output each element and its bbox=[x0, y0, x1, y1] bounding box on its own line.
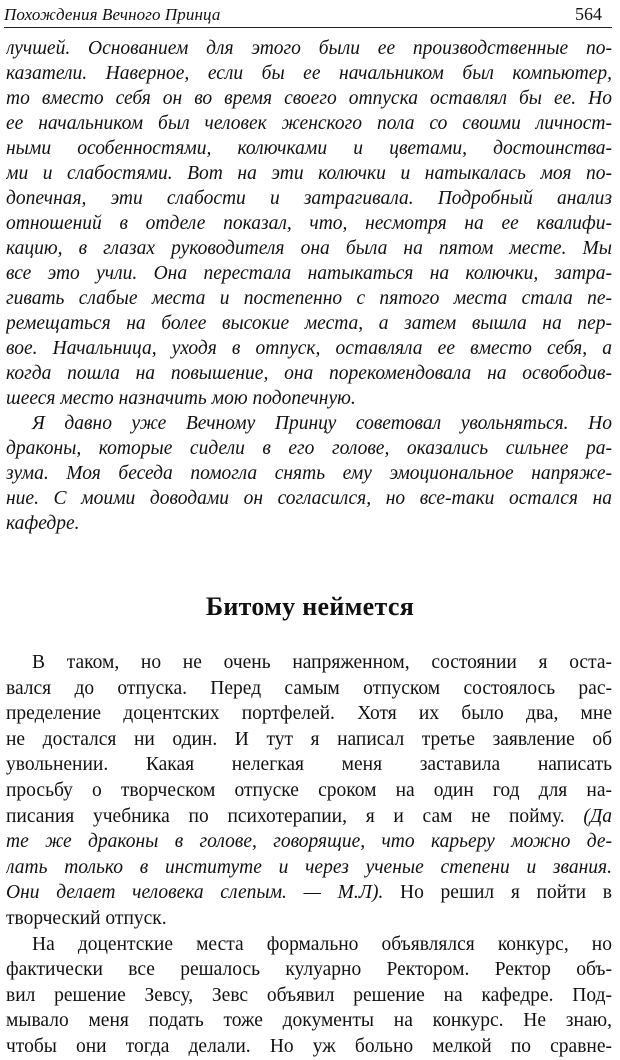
text-line: ми и слабостями. Вот на эти колючки и натыкалась моя по- bbox=[6, 163, 612, 184]
text-line: вил решение Зевсу, Зевс объявил решение на кафедре. Под- bbox=[6, 984, 612, 1006]
text-segment: писания учебника по психотерапии, я и сам не пойму. bbox=[6, 805, 584, 827]
text-line: зума. Моя беседа помогла снять ему эмоциональное напряже- bbox=[6, 463, 612, 484]
text-line: кафедре. bbox=[6, 513, 80, 534]
page-number: 564 bbox=[575, 4, 602, 24]
text-line: просьбу о творческом отпуске сроком на один год для на- bbox=[6, 779, 612, 801]
italic-passage bbox=[6, 36, 612, 536]
text-segment: Но решил я пойти в bbox=[383, 882, 612, 904]
text-line: вался до отпуска. Перед самым отпуском состоялось рас- bbox=[6, 677, 612, 699]
text-line: шееся место назначить мою подопечную. bbox=[6, 388, 356, 409]
text-line bbox=[6, 804, 612, 830]
text-line: чтобы они тогда делали. Но уж больно мелкой по сравне- bbox=[6, 1035, 612, 1057]
text-line: лучшей. Основанием для этого были ее производственные по- bbox=[6, 38, 612, 59]
text-line: ремещаться на более высокие места, а затем вышла на пер- bbox=[6, 313, 612, 334]
italic-segment: Они делает человека слепым. — М.Л). bbox=[6, 882, 384, 904]
text-line: допечная, эти слабости и затрагивала. Подробный анализ bbox=[6, 188, 612, 209]
text-line: все это учли. Она перестала натыкаться на колючки, затра- bbox=[6, 263, 612, 284]
text-line: На доцентские места формально объявлялся конкурс, но bbox=[32, 933, 612, 955]
text-line: отношений в отделе показал, что, несмотря на ее квалифи- bbox=[6, 213, 612, 234]
section-heading: Битому неймется bbox=[205, 592, 415, 621]
text-line: кацию, в глазах руководителя она была на пятом месте. Мы bbox=[6, 238, 612, 259]
text-line: лать только в институте и через ученые степени и звания. bbox=[6, 856, 612, 878]
text-line: увольнении. Какая нелегкая меня заставила написать bbox=[6, 754, 612, 776]
text-line: пределение доцентских портфелей. Хотя их было два, мне bbox=[6, 703, 612, 725]
page-header bbox=[4, 0, 612, 28]
italic-segment: (Да bbox=[583, 805, 612, 827]
text-line: не достался ни один. И тут я написал третье заявление об bbox=[6, 728, 612, 750]
text-line: вое. Начальница, уходя в отпуск, оставляла ее вместо себя, а bbox=[6, 338, 612, 359]
text-line: казатели. Наверное, если бы ее начальником был компьютер, bbox=[6, 63, 612, 84]
text-line bbox=[6, 880, 612, 906]
text-line: те же драконы в голове, говорящие, что карьеру можно де- bbox=[6, 831, 612, 853]
text-line: когда пошла на повышение, она порекомендовала на освободив- bbox=[6, 363, 612, 384]
running-title: Похождения Вечного Принца bbox=[4, 5, 221, 24]
text-line: ными особенностями, колючками и цветами, достоинства- bbox=[6, 138, 612, 159]
text-line: ние. С моими доводами он согласился, но все-таки остался на bbox=[6, 488, 612, 509]
text-line: драконы, которые сидели в его голове, оказались сильнее ра- bbox=[6, 438, 612, 459]
text-line: Я давно уже Вечному Принцу советовал увольняться. Но bbox=[32, 413, 612, 434]
text-line: ее начальником был человек женского пола со своими личност- bbox=[6, 113, 612, 134]
text-line: то вместо себя он во время своего отпуска оставлял бы ее. Но bbox=[6, 88, 612, 109]
main-passage bbox=[6, 650, 612, 1060]
text-line: творческий отпуск. bbox=[6, 907, 167, 929]
text-line: В таком, но не очень напряженном, состоянии я оста- bbox=[32, 652, 612, 673]
text-line: фактически все решалось кулуарно Ректором. Ректор объ- bbox=[6, 959, 612, 981]
text-line: гивать слабые места и постепенно с пятого места стала пе- bbox=[6, 288, 612, 309]
text-line: мывало меня подать тоже документы на конкурс. Не знаю, bbox=[6, 1010, 612, 1032]
